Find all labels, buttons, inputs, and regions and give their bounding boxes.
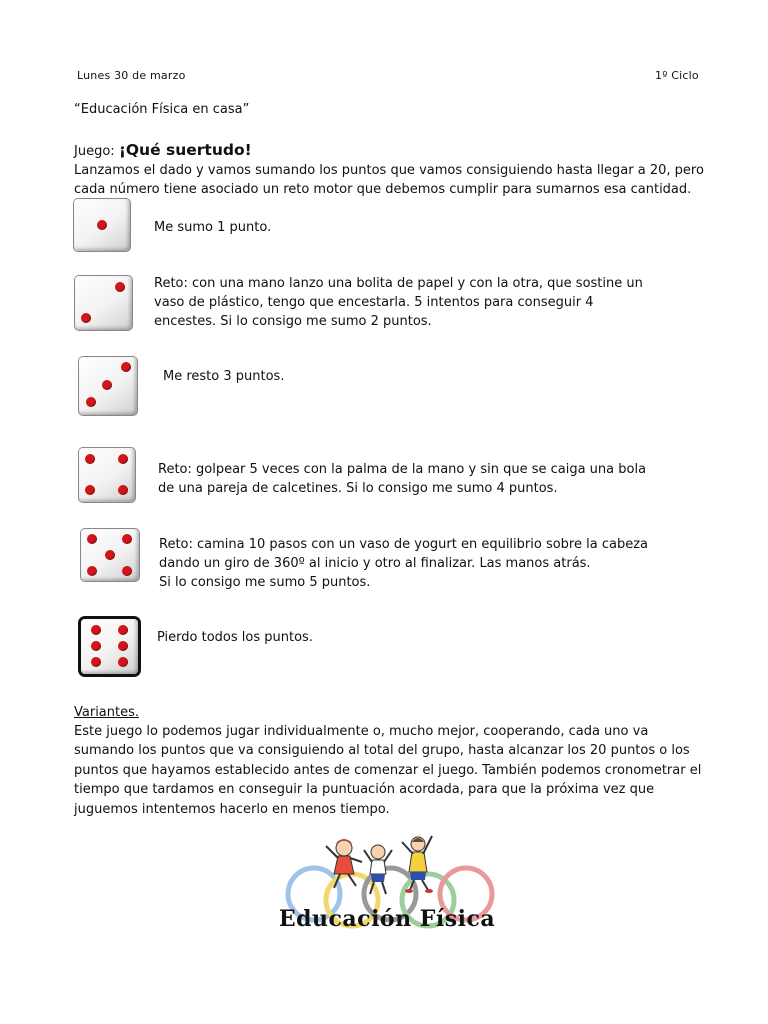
die-2-line: vaso de plástico, tengo que encestarla. 5 intentos para conseguir 4 xyxy=(154,295,594,310)
die-5-line: Si lo consigo me sumo 5 puntos. xyxy=(159,575,371,590)
document-title: “Educación Física en casa” xyxy=(74,102,250,117)
die-4-line: de una pareja de calcetines. Si lo consigo me sumo 4 puntos. xyxy=(158,481,558,496)
pip xyxy=(81,313,91,323)
pip xyxy=(122,566,132,576)
die-five-icon xyxy=(81,529,139,581)
pip xyxy=(122,534,132,544)
pip xyxy=(118,454,128,464)
pip xyxy=(102,380,112,390)
pip xyxy=(118,641,128,651)
pip xyxy=(121,362,131,372)
die-3-text xyxy=(163,367,284,386)
logo-text: Educación Física xyxy=(278,906,496,932)
pip xyxy=(85,485,95,495)
die-6-line: Pierdo todos los puntos. xyxy=(157,630,313,645)
die-four-icon xyxy=(79,448,135,502)
pip xyxy=(97,220,107,230)
game-name: ¡Qué suertudo! xyxy=(118,141,252,159)
pip xyxy=(91,641,101,651)
variants-text: Este juego lo podemos jugar individualmente o, mucho mejor, cooperando, cada uno va sumando los puntos que va consiguiendo al total del grupo, hasta alcanzar los 20 puntos o los puntos que hayamos establecido antes de comenzar el juego. También podemos cronometrar el tiempo que tardamos en conseguir la puntuación acordada, para que la próxima vez que juguemos intentemos hacerlo en menos tiempo. xyxy=(74,724,702,817)
pip xyxy=(85,454,95,464)
pip xyxy=(87,534,97,544)
die-two-icon xyxy=(75,276,132,330)
pip xyxy=(86,397,96,407)
pip xyxy=(91,625,101,635)
die-5-text xyxy=(159,535,648,592)
die-one-icon xyxy=(74,199,130,251)
pip xyxy=(115,282,125,292)
game-intro: Lanzamos el dado y vamos sumando los puntos que vamos consiguiendo hasta llegar a 20, pero cada número tiene asociado un reto motor que debemos cumplir para sumarnos esa cantidad. xyxy=(74,163,704,198)
variants-heading: Variantes. xyxy=(74,705,140,720)
die-6-text xyxy=(157,628,313,647)
game-label: Juego: xyxy=(74,144,115,159)
die-4-text xyxy=(158,460,646,498)
die-5-line: dando un giro de 360º al inicio y otro al finalizar. Las manos atrás. xyxy=(159,556,591,571)
pip xyxy=(118,657,128,667)
pip xyxy=(118,625,128,635)
date-label: Lunes 30 de marzo xyxy=(77,69,186,82)
die-3-line: Me resto 3 puntos. xyxy=(163,369,285,384)
die-2-line: encestes. Si lo consigo me sumo 2 puntos. xyxy=(154,314,432,329)
pip xyxy=(118,485,128,495)
die-2-line: Reto: con una mano lanzo una bolita de papel y con la otra, que sostine un xyxy=(154,276,643,291)
game-heading xyxy=(74,141,252,159)
die-1-text xyxy=(154,218,271,237)
cycle-label: 1º Ciclo xyxy=(655,69,699,82)
pip xyxy=(87,566,97,576)
pip xyxy=(105,550,115,560)
pip xyxy=(91,657,101,667)
die-three-icon xyxy=(79,357,137,415)
physical-education-logo xyxy=(272,828,502,936)
die-six-icon xyxy=(81,619,138,674)
die-2-text xyxy=(154,274,643,331)
die-1-line: Me sumo 1 punto. xyxy=(154,220,272,235)
die-5-line: Reto: camina 10 pasos con un vaso de yogurt en equilibrio sobre la cabeza xyxy=(159,537,648,552)
die-4-line: Reto: golpear 5 veces con la palma de la mano y sin que se caiga una bola xyxy=(158,462,647,477)
